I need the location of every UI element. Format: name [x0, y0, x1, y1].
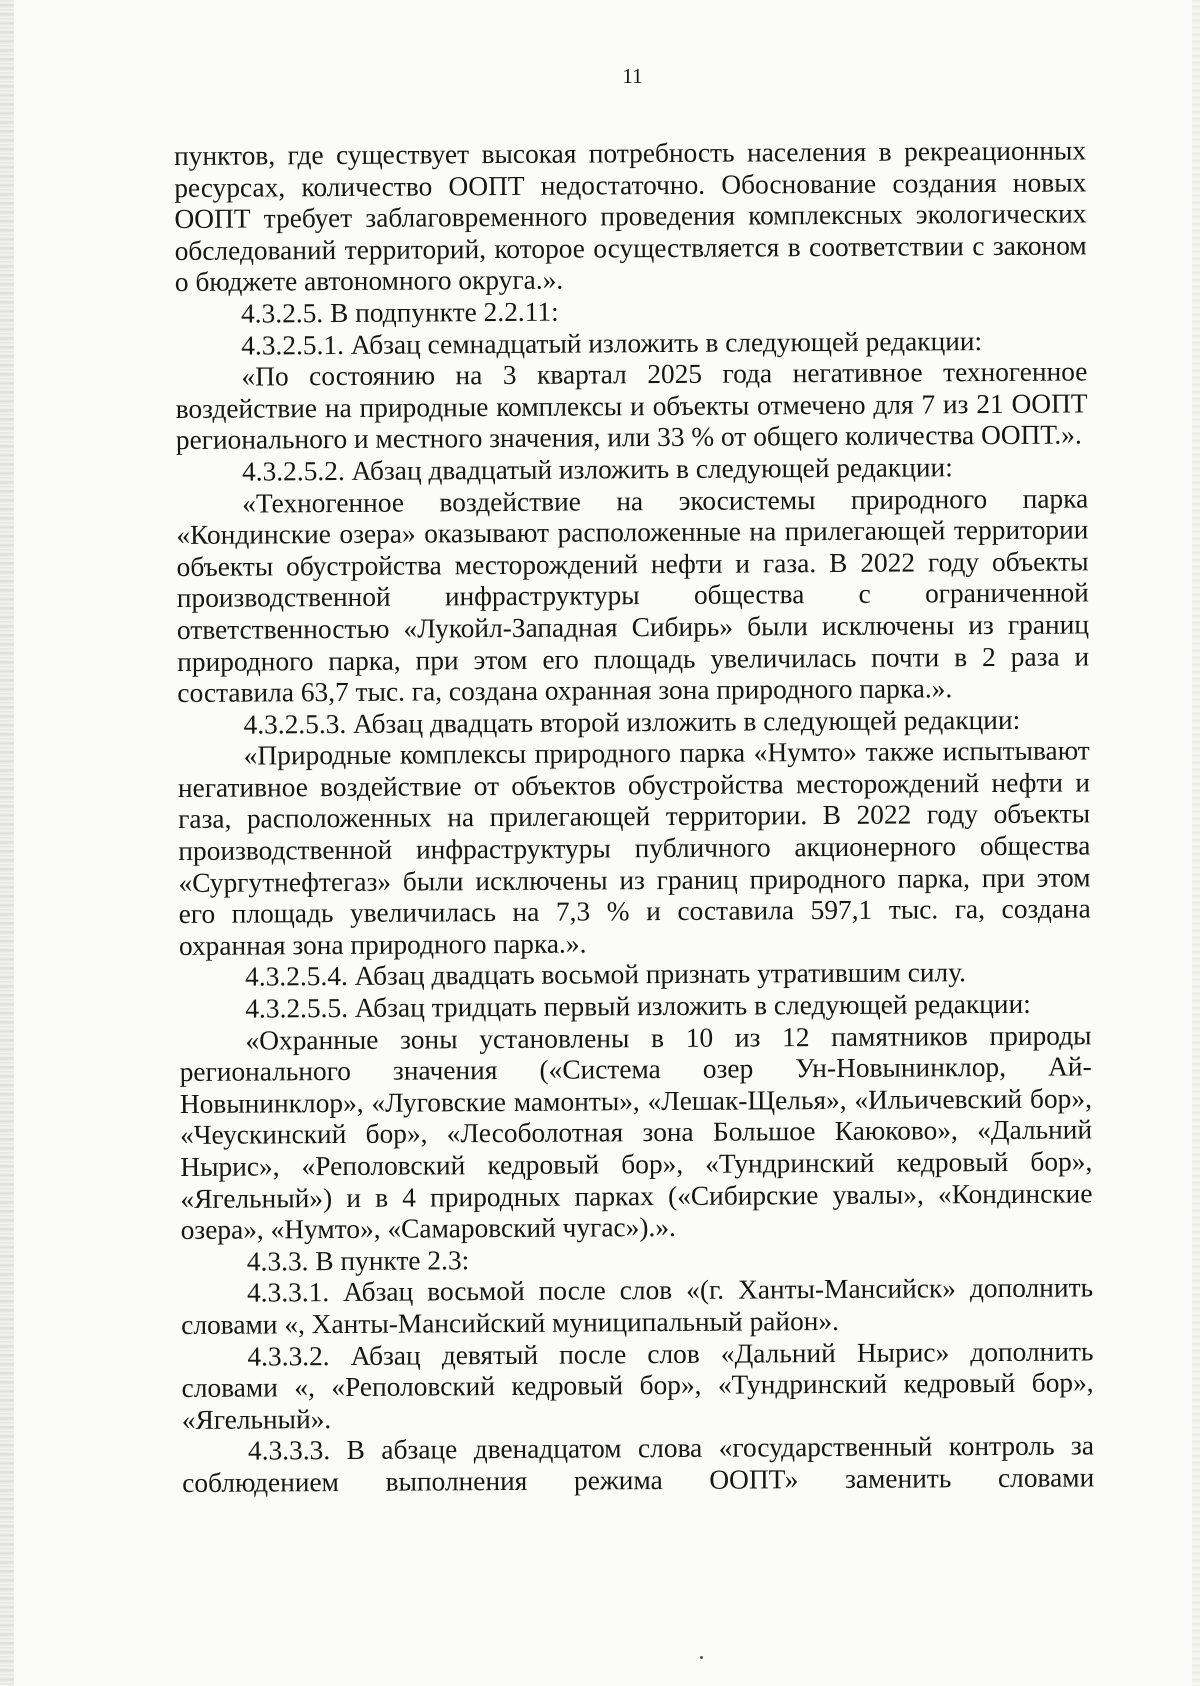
paragraph-1: пунктов, где существует высокая потребность населения в рекреационных ресурсах, количество ООПТ недостаточно. Обоснование создания новых ООПТ требует заблаговременного проведения комплексных экологических обследований территорий, которое осуществляется в соответствии с законом о бюджете автономного округа.». [174, 135, 1087, 298]
paragraph-15: 4.3.3.3. В абзаце двенадцатом слова «государственный контроль за соблюдением выполнения режима ООПТ» заменить словами [182, 1430, 1095, 1498]
paragraph-13: 4.3.3.1. Абзац восьмой после слов «(г. Ханты-Мансийск» дополнить словами «, Ханты-Мансийский муниципальный район». [181, 1272, 1094, 1340]
paragraph-9: 4.3.2.5.4. Абзац двадцать восьмой признать утратившим силу. [245, 957, 967, 993]
paragraph-7: 4.3.2.5.3. Абзац двадцать второй изложить в следующей редакции: [243, 704, 1021, 740]
scan-edge-right [1192, 0, 1200, 1686]
paragraph-11: «Охранные зоны установлены в 10 из 12 памятников природы регионального значения («Система озер Ун-Новынинклор, Ай-Новынинклор», «Луговские мамонты», «Лешак-Щелья», «Ильичевский бор», «Чеускинский бор», «Лесоболотная зона Большое Каюково», «Дальний Нырис», «Реполовский кедровый бор», «Тундринский кедровый бор», «Ягельный») и в 4 природных парках («Сибирские увалы», «Кондинские озера», «Нумто», «Самаровский чугас»).». [179, 1020, 1093, 1246]
paragraph-5: 4.3.2.5.2. Абзац двадцатый изложить в следующей редакции: [241, 452, 953, 487]
scan-speck [700, 1656, 703, 1659]
paragraph-6: «Техногенное воздействие на экосистемы природного парка «Кондинские озера» оказывают расположенные на прилегающей территории объекты обустройства месторождений нефти и газа. В 2022 году объекты производственной инфраструктуры общества с ограниченной ответственностью «Лукойл-Западная Сибирь» были исключены из границ природного парка, при этом его площадь увеличилась почти в 2 раза и составила 63,7 тыс. га, создана охранная зона природного парка.». [176, 482, 1090, 709]
scan-edge-left [0, 0, 14, 1686]
document-body [174, 135, 1094, 1499]
paragraph-8: «Природные комплексы природного парка «Нумто» также испытывают негативное воздействие от объектов обустройства месторождений нефти и газа, расположенных на прилегающей территории. В 2022 году объекты производственной инфраструктуры публичного акционерного общества «Сургутнефтегаз» были исключены из границ природного парка, при этом его площадь увеличилась на 7,3 % и составила 597,1 тыс. га, создана охранная зона природного парка.». [177, 735, 1091, 961]
paragraph-10: 4.3.2.5.5. Абзац тридцать первый изложить в следующей редакции: [245, 988, 1031, 1024]
page-number: 11 [622, 64, 643, 88]
paragraph-2: 4.3.2.5. В подпункте 2.2.11: [240, 296, 559, 329]
paragraph-3: 4.3.2.5.1. Абзац семнадцатый изложить в следующей редакции: [241, 325, 983, 361]
paragraph-14: 4.3.3.2. Абзац девятый после слов «Дальний Нырис» дополнить словами «, «Реполовский кедровый бор», «Тундринский кедровый бор», «Ягельный». [181, 1335, 1094, 1435]
paragraph-12: 4.3.3. В пункте 2.3: [246, 1244, 470, 1277]
paragraph-4: «По состоянию на 3 квартал 2025 года негативное техногенное воздействие на природные комплексы и объекты отмечено для 7 из 21 ООПТ регионального и местного значения, или 33 % от общего количества ООПТ.». [175, 356, 1088, 456]
